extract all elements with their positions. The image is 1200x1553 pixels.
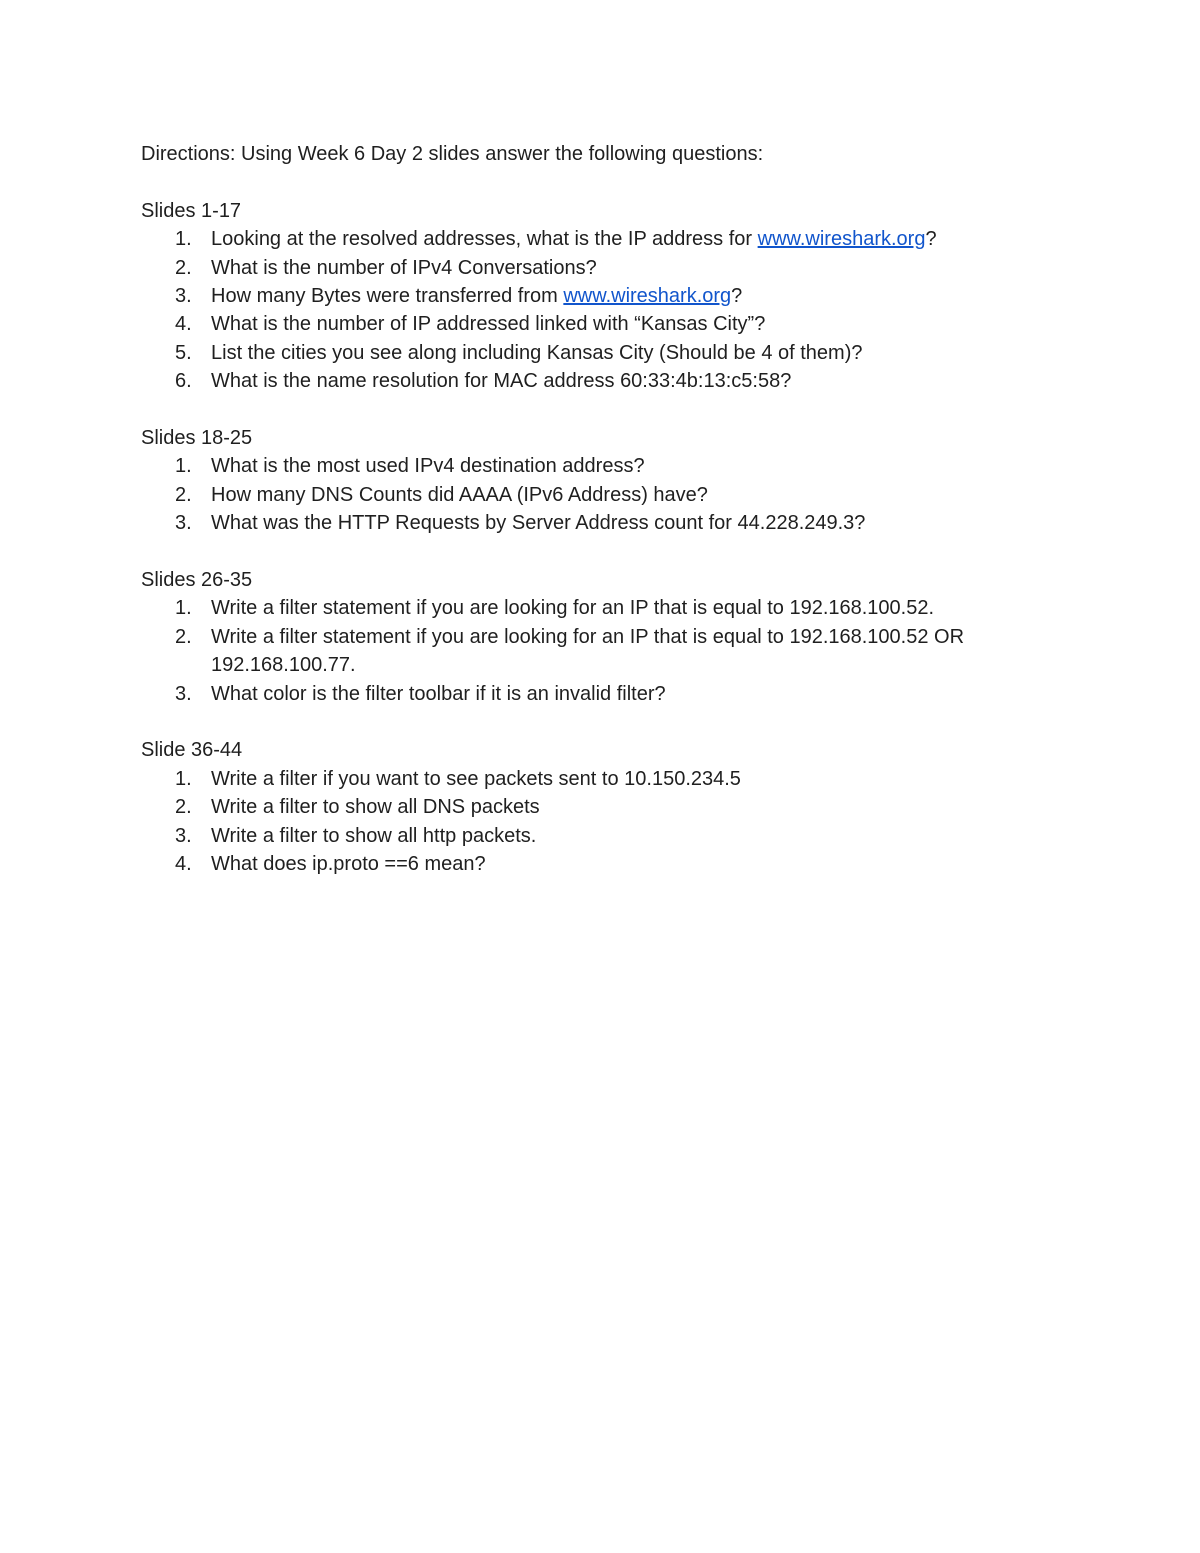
spacer xyxy=(141,168,1041,196)
list-item xyxy=(141,282,1041,310)
item-text: Write a filter to show all DNS packets xyxy=(211,796,540,819)
item-text: What is the most used IPv4 destination address? xyxy=(211,455,645,478)
item-number: 2. xyxy=(175,625,192,648)
spacer xyxy=(141,396,1041,424)
item-number: 4. xyxy=(175,313,192,336)
item-text-suffix: ? xyxy=(731,284,743,307)
item-text: List the cities you see along including Kansas City (Should be 4 of them)? xyxy=(211,341,863,364)
document-page xyxy=(141,140,1041,878)
item-text: How many DNS Counts did AAAA (IPv6 Address) have? xyxy=(211,483,708,506)
spacer xyxy=(141,708,1041,736)
item-text: How many Bytes were transferred from xyxy=(211,284,564,307)
item-text: What does ip.proto ==6 mean? xyxy=(211,853,486,876)
item-text: Looking at the resolved addresses, what is the IP address for xyxy=(211,228,758,251)
spacer xyxy=(141,538,1041,566)
list-item xyxy=(141,225,1041,253)
item-text: What color is the filter toolbar if it is an invalid filter? xyxy=(211,682,666,705)
item-text: What is the number of IP addressed linked with “Kansas City”? xyxy=(211,313,766,336)
item-number: 6. xyxy=(175,370,192,393)
item-number: 1. xyxy=(175,228,192,251)
list-item xyxy=(141,594,1041,622)
item-number: 3. xyxy=(175,284,192,307)
item-text: Write a filter to show all http packets. xyxy=(211,824,537,847)
item-text: What is the number of IPv4 Conversations? xyxy=(211,256,597,279)
list-item xyxy=(141,509,1041,537)
list-item xyxy=(141,367,1041,395)
item-number: 2. xyxy=(175,796,192,819)
list-item xyxy=(141,765,1041,793)
section-heading: Slide 36-44 xyxy=(141,739,243,762)
item-number: 1. xyxy=(175,597,192,620)
list-item xyxy=(141,254,1041,282)
list-item xyxy=(141,339,1041,367)
list-item xyxy=(141,623,1041,680)
directions-text: Directions: Using Week 6 Day 2 slides answer the following questions: xyxy=(141,143,764,165)
list-item xyxy=(141,822,1041,850)
section-heading: Slides 26-35 xyxy=(141,569,253,591)
item-number: 2. xyxy=(175,483,192,506)
item-text: What is the name resolution for MAC address 60:33:4b:13:c5:58? xyxy=(211,370,792,393)
list-item xyxy=(141,793,1041,821)
list-item xyxy=(141,481,1041,509)
item-number: 4. xyxy=(175,853,192,876)
item-number: 1. xyxy=(175,767,192,790)
wireshark-link[interactable]: www.wireshark.org xyxy=(757,228,926,251)
item-text-suffix: ? xyxy=(925,228,937,251)
section-heading: Slides 1-17 xyxy=(141,199,242,222)
item-number: 5. xyxy=(175,341,192,364)
item-number: 2. xyxy=(175,256,192,279)
item-text: Write a filter if you want to see packets sent to 10.150.234.5 xyxy=(211,767,741,790)
list-item xyxy=(141,310,1041,338)
section-heading: Slides 18-25 xyxy=(141,427,253,449)
item-text: What was the HTTP Requests by Server Address count for 44.228.249.3? xyxy=(211,512,866,535)
item-text: Write a filter statement if you are looking for an IP that is equal to 192.168.100.52 OR 192.168.100.77. xyxy=(211,625,965,677)
item-number: 1. xyxy=(175,455,192,478)
item-number: 3. xyxy=(175,512,192,535)
section-slides-18-25 xyxy=(141,424,1041,538)
list-item xyxy=(141,680,1041,708)
list-item xyxy=(141,850,1041,878)
section-slides-1-17 xyxy=(141,197,1041,396)
section-slides-26-35 xyxy=(141,566,1041,708)
item-number: 3. xyxy=(175,824,192,847)
list-item xyxy=(141,452,1041,480)
item-text: Write a filter statement if you are looking for an IP that is equal to 192.168.100.52. xyxy=(211,597,935,620)
wireshark-link[interactable]: www.wireshark.org xyxy=(563,284,732,307)
section-slide-36-44 xyxy=(141,736,1041,878)
item-number: 3. xyxy=(175,682,192,705)
